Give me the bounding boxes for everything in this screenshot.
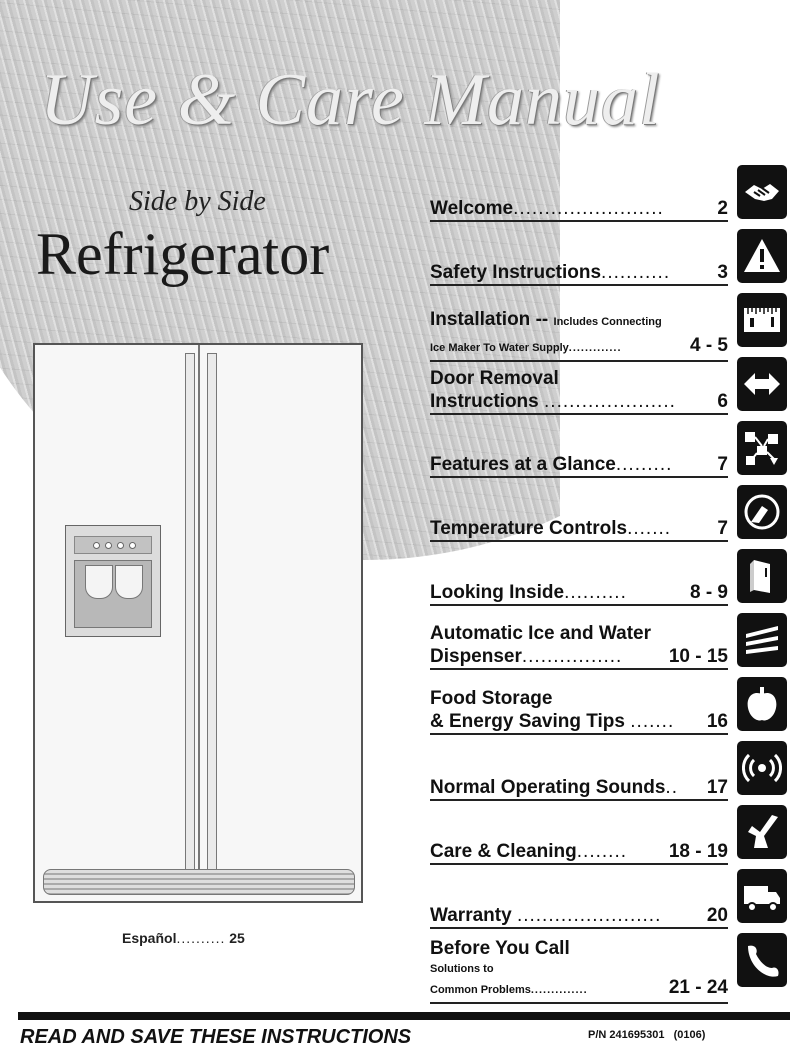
toc-normal-operating-sounds[interactable]: Normal Operating Sounds.. 17 [430,776,728,801]
fridge-icon [737,549,787,603]
part-number: P/N 241695301 (0106) [588,1029,706,1041]
ice-dispenser-icon [737,613,787,667]
toc-ice-water-dispenser[interactable]: Automatic Ice and Water Dispenser................ 10 - 15 [430,622,728,670]
refrigerator-illustration [33,343,363,903]
save-instructions-notice: READ AND SAVE THESE INSTRUCTIONS [20,1026,412,1048]
toc-temperature-controls[interactable]: Temperature Controls....... 7 [430,517,728,542]
phone-handset-icon [737,933,787,987]
toc-features-at-a-glance[interactable]: Features at a Glance......... 7 [430,453,728,478]
features-diagram-icon [737,421,787,475]
espanol-entry[interactable]: Español.......... 25 [122,930,245,946]
toc-safety-instructions[interactable]: Safety Instructions........... 3 [430,261,728,286]
toc-welcome[interactable]: Welcome........................ 2 [430,197,728,222]
toc-looking-inside[interactable]: Looking Inside.......... 8 - 9 [430,581,728,606]
product-name: Refrigerator [36,221,330,287]
measuring-tape-icon [737,293,787,347]
toc-warranty[interactable]: Warranty ....................... 20 [430,904,728,929]
double-arrow-icon [737,357,787,411]
manual-subtitle: Side by Side [129,186,266,217]
toc-installation[interactable]: Installation -- Includes Connecting Ice Maker To Water Supply............. 4 - 5 [430,308,728,362]
sound-waves-icon [737,741,787,795]
fresh-food-door-handle [207,353,217,870]
toc-door-removal[interactable]: Door Removal Instructions ..................... 6 [430,367,728,415]
ice-water-dispenser [65,525,161,637]
dial-hand-icon [737,485,787,539]
freezer-door-handle [185,353,195,870]
toc-before-you-call[interactable]: Before You Call Solutions to Common Problems.............. 21 - 24 [430,937,728,1004]
cleaning-spray-icon [737,805,787,859]
bell-pepper-icon [737,677,787,731]
service-truck-icon [737,869,787,923]
handshake-icon [737,165,787,219]
footer-rule [18,1012,790,1020]
toc-care-cleaning[interactable]: Care & Cleaning........ 18 - 19 [430,840,728,865]
warning-triangle-icon [737,229,787,283]
manual-title: Use & Care Manual [40,59,661,141]
toc-food-storage[interactable]: Food Storage & Energy Saving Tips ....... 16 [430,687,728,735]
toe-grille [43,869,355,895]
